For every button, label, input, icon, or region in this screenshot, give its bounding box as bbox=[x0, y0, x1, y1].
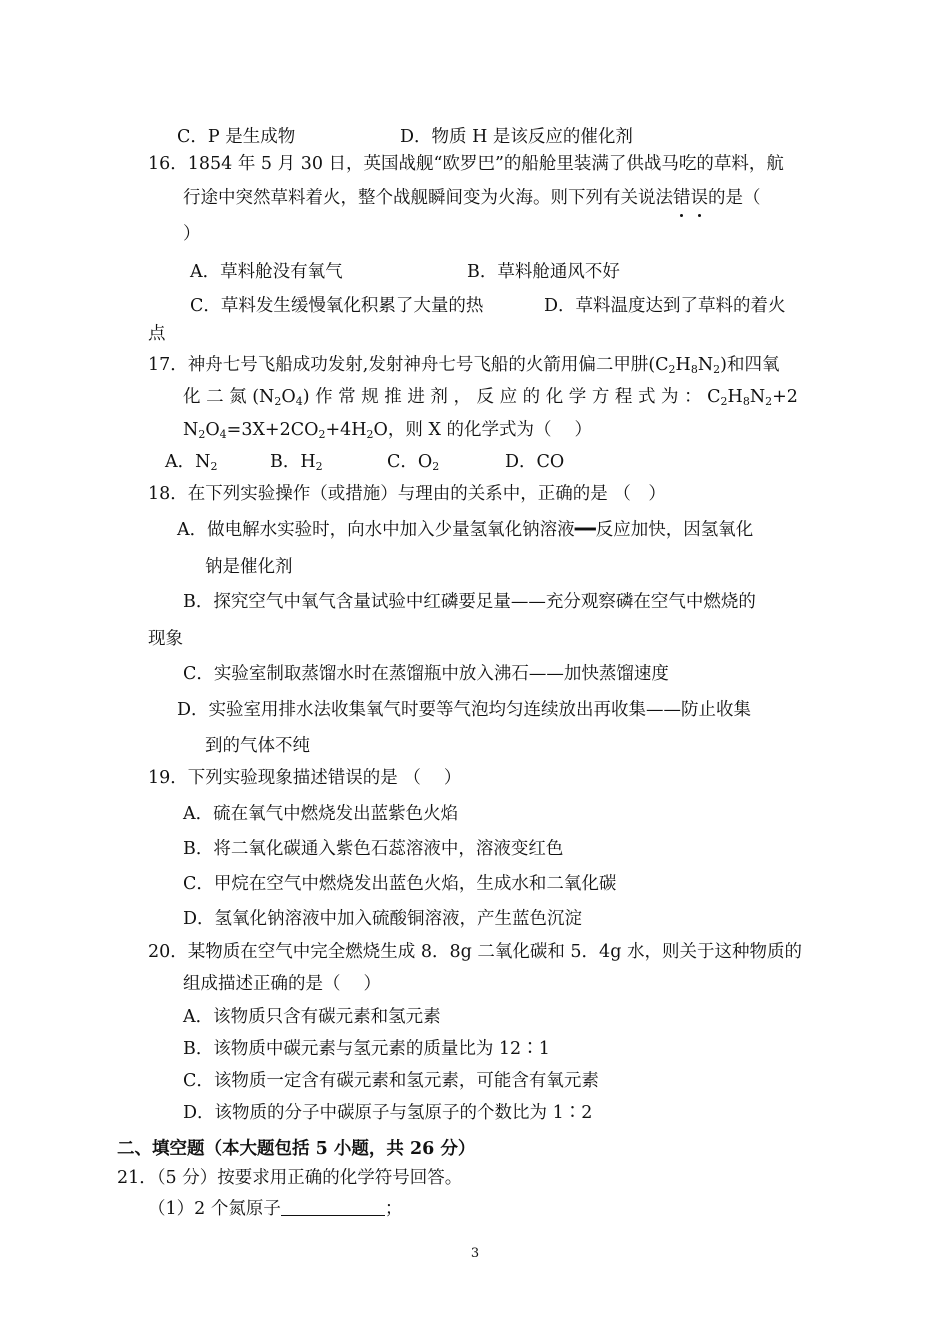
q16-stem-line2 bbox=[183, 186, 761, 210]
q16-option-a: A．草料舱没有氧气 bbox=[190, 262, 343, 282]
q20-option-b: B．该物质中碳元素与氢元素的质量比为 12∶1 bbox=[183, 1039, 550, 1059]
q16-emphasis-char: 错 bbox=[673, 188, 691, 208]
q18-option-d-line1: D．实验室用排水法收集氧气时要等气泡均匀连续放出再收集——防止收集 bbox=[177, 700, 752, 720]
q19-option-c: C．甲烷在空气中燃烧发出蓝色火焰，生成水和二氧化碳 bbox=[183, 874, 617, 894]
q16-option-b: B．草料舱通风不好 bbox=[467, 262, 620, 282]
q17-option-d: D．CO bbox=[505, 452, 565, 472]
q18-option-c: C．实验室制取蒸馏水时在蒸馏瓶中放入沸石——加快蒸馏速度 bbox=[183, 664, 669, 684]
q17-option-a: A．$N_2$ bbox=[165, 452, 218, 473]
q16-stem-text: 的是（ bbox=[708, 188, 761, 208]
q17-stem-line1: 17．神舟七号飞船成功发射,发射神舟七号飞船的火箭用偏二甲肼$(C_2H_8N_2)$和四氧 bbox=[148, 355, 780, 376]
q20-option-a: A．该物质只含有碳元素和氢元素 bbox=[183, 1007, 441, 1027]
q19-stem: 19．下列实验现象描述错误的是 （ ） bbox=[148, 768, 462, 788]
q18-option-b-line1: B．探究空气中氧气含量试验中红磷要足量——充分观察磷在空气中燃烧的 bbox=[183, 592, 756, 612]
q18-option-a-line2: 钠是催化剂 bbox=[205, 557, 293, 577]
q19-option-b: B．将二氧化碳通入紫色石蕊溶液中，溶液变红色 bbox=[183, 839, 564, 859]
q16-option-d: D．草料温度达到了草料的着火 bbox=[544, 296, 786, 316]
page-number: 3 bbox=[470, 1246, 480, 1261]
q21-part1: （1）2 个氮原子 ； bbox=[148, 1199, 403, 1219]
q18-option-b-line2: 现象 bbox=[148, 629, 183, 649]
answer-blank[interactable] bbox=[281, 1199, 385, 1216]
q15-option-c: C．P 是生成物 bbox=[177, 127, 296, 147]
q16-emphasis-char: 误 bbox=[690, 188, 708, 208]
q19-option-a: A．硫在氧气中燃烧发出蓝紫色火焰 bbox=[183, 804, 459, 824]
q17-option-b: B．$H_2$ bbox=[270, 452, 323, 473]
q21-stem: 21．（5 分）按要求用正确的化学符号回答。 bbox=[117, 1168, 463, 1188]
q16-option-d-cont: 点 bbox=[148, 324, 166, 344]
q17-option-c: C．$O_2$ bbox=[387, 452, 440, 473]
q15-option-d: D．物质 H 是该反应的催化剂 bbox=[400, 127, 633, 147]
q16-stem-line1: 16．1854 年 5 月 30 日，英国战舰“欧罗巴”的船舱里装满了供战马吃的草料，航 bbox=[148, 154, 784, 174]
q16-option-c: C．草料发生缓慢氧化积累了大量的热 bbox=[190, 296, 484, 316]
q19-option-d: D．氢氧化钠溶液中加入硫酸铜溶液，产生蓝色沉淀 bbox=[183, 909, 583, 929]
q20-stem-line2: 组成描述正确的是（ ） bbox=[183, 974, 382, 994]
q17-stem-line2: 化 二 氮 $(N_2O_4)$ 作 常 规 推 进 剂 ， 反 应 的 化 学 方 程 式 为 ： $C_2H_8N_2+2$ bbox=[183, 387, 798, 408]
q16-stem-text: 行途中突然草料着火，整个战舰瞬间变为火海。则下列有关说法 bbox=[183, 188, 673, 208]
q18-stem: 18．在下列实验操作（或措施）与理由的关系中，正确的是 （ ） bbox=[148, 484, 666, 504]
q17-stem-line3: $N_2O_4=3X+2CO_2+4H_2O$，则 X 的化学式为（ ） bbox=[183, 420, 593, 441]
q20-option-d: D．该物质的分子中碳原子与氢原子的个数比为 1∶2 bbox=[183, 1103, 593, 1123]
q18-option-d-line2: 到的气体不纯 bbox=[205, 736, 310, 756]
q20-stem-line1: 20．某物质在空气中完全燃烧生成 8．8g 二氧化碳和 5．4g 水，则关于这种物质的 bbox=[148, 942, 802, 962]
q20-option-c: C．该物质一定含有碳元素和氢元素，可能含有氧元素 bbox=[183, 1071, 599, 1091]
q16-stem-line3: ） bbox=[183, 224, 201, 244]
section-heading: 二、填空题（本大题包括 5 小题，共 26 分） bbox=[117, 1139, 476, 1159]
q18-option-a-line1: A．做电解水实验时，向水中加入少量氢氧化钠溶液━━反应加快，因氢氧化 bbox=[177, 520, 754, 540]
